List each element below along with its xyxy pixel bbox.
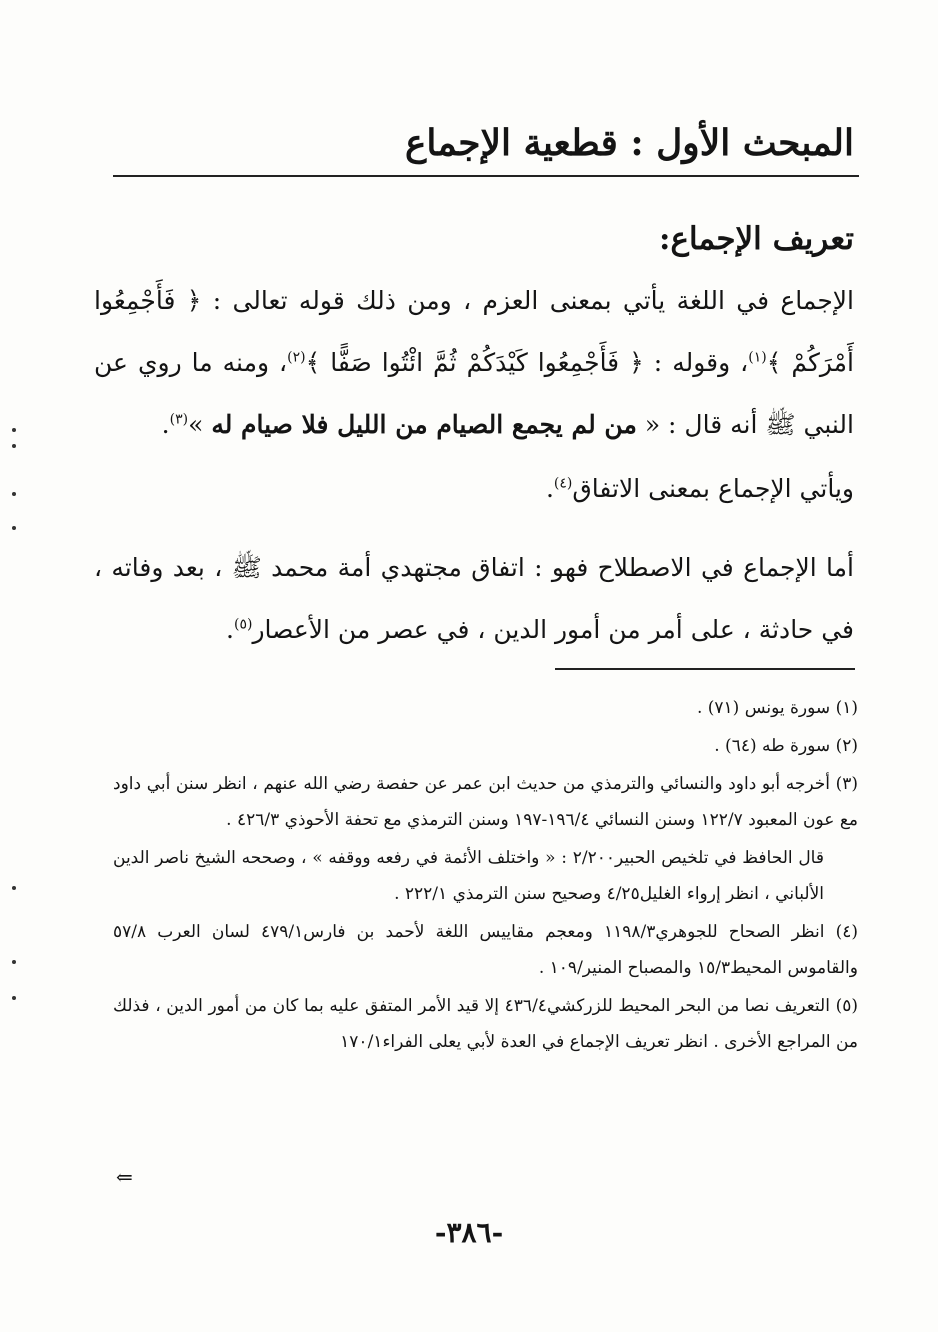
continuation-arrow-icon: ⇐ [116, 1165, 133, 1189]
page-number: -٣٨٦- [434, 1216, 504, 1249]
footnote-2: (٢) سورة طه (٦٤) . [714, 736, 858, 756]
margin-mark [12, 960, 16, 964]
footnote-1: (١) سورة يونس (٧١) . [696, 698, 858, 718]
margin-mark [12, 444, 16, 448]
footnotes [113, 690, 858, 1062]
hadith-quote: من لم يجمع الصيام من الليل فلا صيام له [211, 410, 637, 439]
paragraph-technical-definition [94, 537, 854, 663]
margin-mark [12, 492, 16, 496]
footnote-ref-2: (٢) [287, 349, 306, 366]
paragraph-text: ، ومنه ما روي عن النبي ﷺ أنه قال : « [94, 348, 854, 439]
paragraph-text: . [226, 615, 234, 644]
margin-mark [12, 886, 16, 890]
paragraph-text: » [188, 410, 204, 439]
footnote-divider [555, 668, 855, 670]
footnote-5: (٥) التعريف نصا من البحر المحيط للزركشي٤٣٦/٤ إلا قيد الأمر المتفق عليه بما كان من أمور الدين ، فذلك من المراجع الأخرى . انظر تعريف الإجماع في العدة لأبي يعلى الفراء١٧٠/١ [113, 996, 858, 1052]
footnote-4: (٤) انظر الصحاح للجوهري١١٩٨/٣ ومعجم مقاييس اللغة لأحمد بن فارس٤٧٩/١ لسان العرب ٥٧/٨ والقاموس المحيط١٥/٣ والمصباح المنير/١٠٩ . [113, 922, 858, 978]
paragraph-linguistic-definition [94, 270, 854, 458]
paragraph-text: أما الإجماع في الاصطلاح فهو : اتفاق مجتهدي أمة محمد ﷺ ، بعد وفاته ، في حادثة ، على أمر من أمور الدين ، في عصر من الأعصار [94, 553, 854, 644]
footnote-ref-4: (٤) [553, 475, 573, 492]
footnote-3: (٣) أخرجه أبو داود والنسائي والترمذي من حديث ابن عمر عن حفصة رضي الله عنهم ، انظر سنن أبي داود مع عون المعبود ١٢٢/٧ وسنن النسائي ١٩٦/٤-١٩٧ وسنن الترمذي مع تحفة الأحوذي ٤٢٦/٣ . [113, 774, 858, 830]
paragraph-text: ويأتي الإجماع بمعنى الاتفاق [572, 474, 854, 503]
paragraph-text: ، وقوله : ﴿ فَأَجْمِعُوا كَيْدَكُمْ ثُمَّ ائْتُوا صَفًّا ﴾ [305, 348, 749, 377]
title-divider [113, 175, 859, 177]
margin-mark [12, 428, 16, 432]
paragraph-agreement-meaning [94, 458, 854, 520]
footnote-ref-5: (٥) [234, 616, 253, 633]
margin-mark [12, 526, 16, 530]
footnote-ref-1: (١) [748, 349, 767, 366]
paragraph-text: . [161, 410, 170, 439]
section-title: المبحث الأول : قطعية الإجماع [404, 122, 854, 164]
paragraph-text: . [545, 474, 554, 503]
footnote-ref-3: (٣) [169, 411, 189, 428]
paragraph-text: الإجماع في اللغة يأتي بمعنى العزم ، ومن ذلك قوله تعالى : ﴿ فَأَجْمِعُوا أَمْرَكُمْ ﴾ [94, 286, 854, 377]
subheading: تعريف الإجماع: [659, 221, 854, 257]
footnote-3-continued: قال الحافظ في تلخيص الحبير٢/٢٠٠ : « واختلف الأئمة في رفعه ووقفه » ، وصححه الشيخ ناصر الدين الألباني ، انظر إرواء الغليل٤/٢٥ وصحيح سنن الترمذي ٢٢٢/١ . [113, 848, 824, 904]
margin-mark [12, 996, 16, 1000]
